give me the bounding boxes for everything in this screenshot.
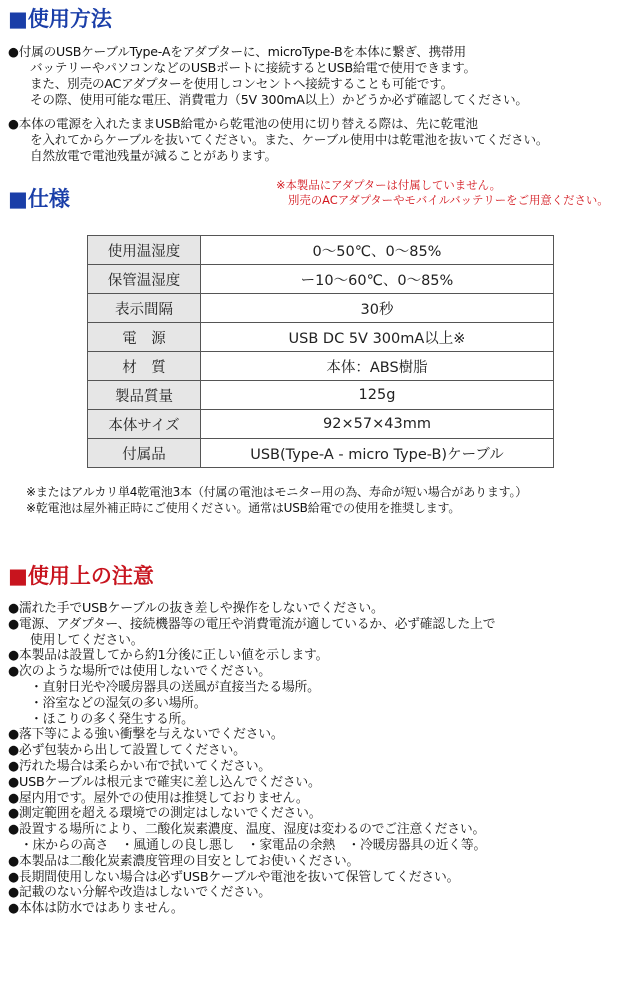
bullet-icon: ● (8, 822, 19, 838)
list-item: ●記載のない分解や改造はしないでください。 (8, 885, 271, 901)
spec-footnotes: ※またはアルカリ単4乾電池3本（付属の電池はモニター用の為、寿命が短い場合があります。） ※乾電池は屋外補正時にご使用ください。通常はUSB給電での使用を推奨します。 (26, 485, 528, 515)
spec-value: USB(Type-A - micro Type-B)ケーブル (201, 439, 554, 468)
adapter-notice: ※本製品にアダプターは付属していません。 別売のACアダプターやモバイルバッテリーをご用意ください。 (276, 178, 609, 207)
spec-label: 表示間隔 (88, 294, 201, 323)
table-row (88, 439, 554, 468)
list-item: ●本体は防水ではありません。 (8, 901, 184, 917)
usage-paragraph-2: ●本体の電源を入れたままUSB給電から乾電池の使用に切り替える際は、先に乾電池 を入れてからケーブルを抜いてください。また、ケーブル使用中は乾電池を抜いてください。 自然放電で電池残量が減ることがあります。 (8, 116, 549, 163)
list-item-continuation: 使用してください。 (30, 632, 144, 648)
spec-table (87, 235, 554, 468)
table-row (88, 381, 554, 410)
list-item: ●電源、アダプター、接続機器等の電圧や消費電流が適しているか、必ず確認した上で (8, 616, 496, 632)
spec-value: 125g (201, 381, 554, 410)
list-item: ●汚れた場合は柔らかい布で拭いてください。 (8, 758, 271, 774)
usage-paragraph-1: ●付属のUSBケーブルType-Aをアダプターに、microType-Bを本体に繋ぎ、携帯用 バッテリーやパソコンなどのUSBポートに接続するとUSB給電で使用できます。 また、別売のACアダプターを使用しコンセントへ接続することも可能です。 その際、使用可能な電圧、消費電力（5V 300mA以上）かどうか必ず確認してください。 (8, 44, 528, 107)
table-row (88, 236, 554, 265)
caution-section-title: ■使用上の注意 (8, 564, 154, 588)
list-subitem: ・浴室などの湿気の多い場所。 (30, 695, 207, 711)
bullet-icon: ● (8, 758, 19, 774)
bullet-icon: ● (8, 901, 19, 917)
bullet-icon: ● (8, 790, 19, 806)
list-item: ●落下等による強い衝撃を与えないでください。 (8, 727, 284, 743)
spec-value: 0〜50℃、0〜85% (201, 236, 554, 265)
table-row (88, 265, 554, 294)
list-item: ●設置する場所により、二酸化炭素濃度、温度、湿度は変わるのでご注意ください。 (8, 822, 486, 838)
table-row (88, 323, 554, 352)
bullet-icon: ● (8, 727, 19, 743)
bullet-icon: ● (8, 853, 19, 869)
bullet-icon: ● (8, 601, 19, 616)
table-row (88, 352, 554, 381)
bullet-icon: ● (8, 869, 19, 885)
list-item: ●本製品は二酸化炭素濃度管理の目安としてお使いください。 (8, 853, 360, 869)
bullet-icon: ● (8, 648, 19, 664)
bullet-icon: ● (8, 44, 19, 59)
spec-label: 本体サイズ (88, 410, 201, 439)
caution-list (8, 601, 636, 917)
usage-section-title: ■使用方法 (8, 7, 112, 31)
spec-label: 使用温湿度 (88, 236, 201, 265)
list-item: ●USBケーブルは根元まで確実に差し込んでください。 (8, 774, 321, 790)
bullet-icon: ● (8, 664, 19, 680)
bullet-icon: ● (8, 774, 19, 790)
square-bullet-icon: ■ (8, 7, 28, 31)
bullet-icon: ● (8, 116, 19, 131)
bullet-icon: ● (8, 885, 19, 901)
table-row (88, 410, 554, 439)
list-item: ●本製品は設置してから約1分後に正しい値を示します。 (8, 648, 329, 664)
square-bullet-icon: ■ (8, 187, 28, 211)
spec-label: 電 源 (88, 323, 201, 352)
spec-section-title: ■仕様 (8, 187, 70, 211)
list-subitem: ・ほこりの多く発生する所。 (30, 711, 194, 727)
list-item: ●測定範囲を超える環境での測定はしないでください。 (8, 806, 322, 822)
spec-label: 製品質量 (88, 381, 201, 410)
table-row (88, 294, 554, 323)
spec-value: 本体：ABS樹脂 (201, 352, 554, 381)
spec-value: USB DC 5V 300mA以上※ (201, 323, 554, 352)
bullet-icon: ● (8, 743, 19, 759)
list-item: ●次のような場所では使用しないでください。 (8, 664, 271, 680)
list-item: ●濡れた手でUSBケーブルの抜き差しや操作をしないでください。 (8, 601, 384, 616)
spec-value: 30秒 (201, 294, 554, 323)
list-item: ●長期間使用しない場合は必ずUSBケーブルや電池を抜いて保管してください。 (8, 869, 460, 885)
spec-label: 付属品 (88, 439, 201, 468)
bullet-icon: ● (8, 806, 19, 822)
list-subitem: ・直射日光や冷暖房器具の送風が直接当たる場所。 (30, 679, 320, 695)
bullet-icon: ● (8, 616, 19, 632)
list-subitem: ・床からの高さ ・風通しの良し悪し ・家電品の余熱 ・冷暖房器具の近く等。 (20, 837, 487, 853)
spec-label: 材 質 (88, 352, 201, 381)
spec-value: ー10〜60℃、0〜85% (201, 265, 554, 294)
spec-label: 保管温湿度 (88, 265, 201, 294)
list-item: ●屋内用です。屋外での使用は推奨しておりません。 (8, 790, 309, 806)
list-item: ●必ず包装から出して設置してください。 (8, 743, 246, 759)
square-bullet-icon: ■ (8, 564, 28, 588)
spec-value: 92×57×43mm (201, 410, 554, 439)
